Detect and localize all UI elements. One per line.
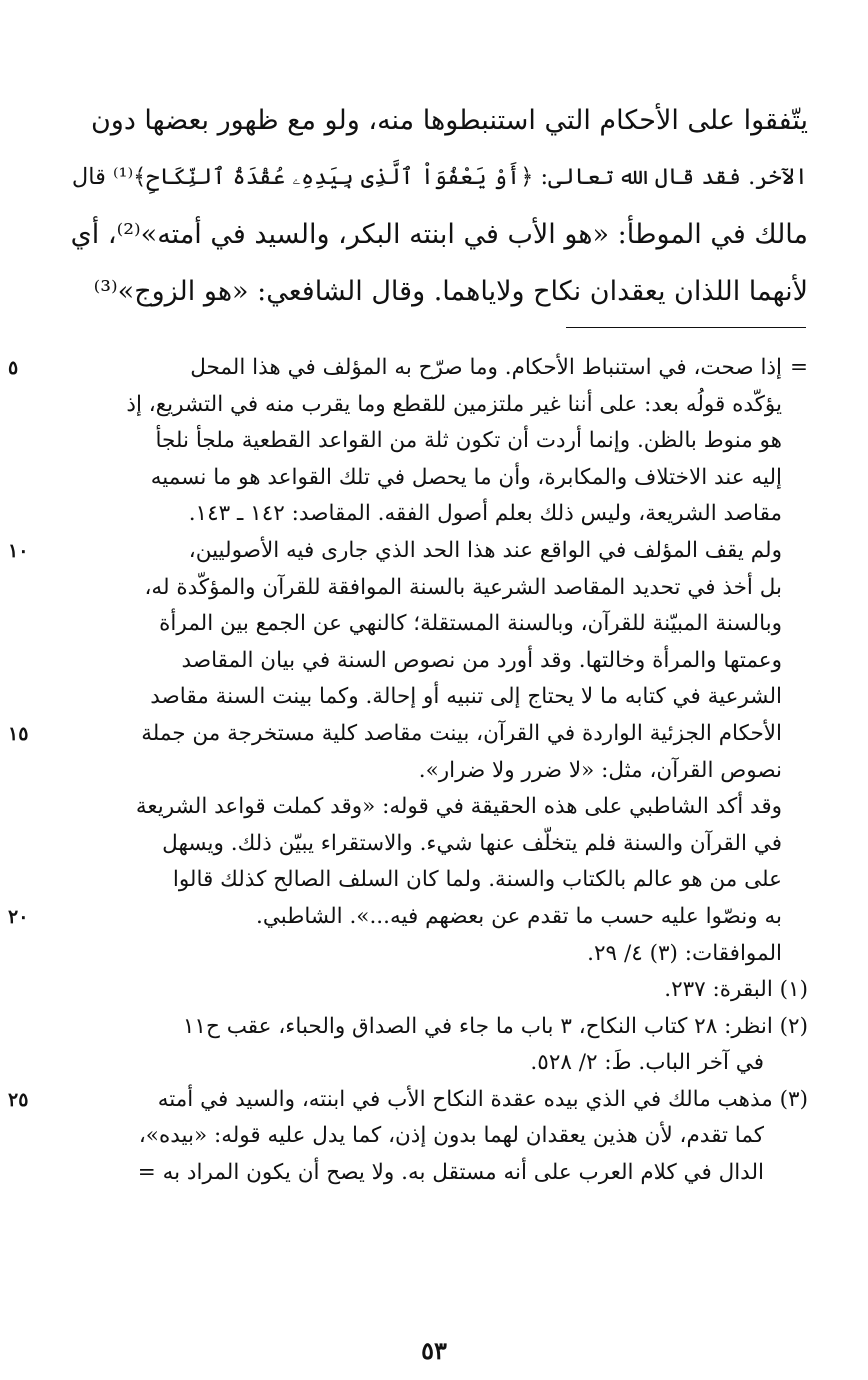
footnote-line xyxy=(63,679,808,716)
footnote-line xyxy=(63,496,808,533)
footnote-line xyxy=(63,606,808,643)
footnote-line-text: الموافقات: (٣) ٤/ ٢٩. xyxy=(587,940,782,966)
page-number: ٥٣ xyxy=(421,1336,447,1365)
footnote-line-text: الدال في كلام العرب على أنه مستقل به. ولا يصح أن يكون المراد به = xyxy=(137,1160,764,1186)
footnote-line-text: في القرآن والسنة فلم يتخلّف عنها شيء. والاستقراء يبيّن ذلك. ويسهل xyxy=(162,830,782,856)
line-number: ٢٠ xyxy=(8,905,29,928)
footnote-3-continuation xyxy=(63,1155,808,1192)
main-text-line: مالك في الموطأ: «هو الأب في ابنته البكر، والسيد في أمته»⁽²⁾، أي xyxy=(70,219,808,250)
footnote-line xyxy=(8,899,808,936)
continuation-marker: = xyxy=(789,355,808,380)
footnote-line xyxy=(63,423,808,460)
footnote-line xyxy=(63,789,808,826)
footnote-line-text: مقاصد الشريعة، وليس ذلك بعلم أصول الفقه. المقاصد: ١٤٢ ـ ١٤٣. xyxy=(188,501,782,527)
footnote-line xyxy=(63,460,808,497)
footnote-divider xyxy=(566,327,806,328)
footnote-line xyxy=(8,350,808,387)
footnote-3 xyxy=(8,1082,808,1119)
footnote-line-text: وبالسنة المبيّنة للقرآن، وبالسنة المستقلة؛ كالنهي عن الجمع بين المرأة xyxy=(159,611,782,637)
footnote-line-text: الأحكام الجزئية الواردة في القرآن، بينت مقاصد كلية مستخرجة من جملة xyxy=(141,720,782,746)
footnote-1 xyxy=(63,972,808,1009)
main-text-line: الآخر. فقد قال الله تعالى: ﴿أَوْ يَعْفُوَاْ ٱلَّذِى بِيَدِهِۦ عُقْدَةُ ٱلنِّكَاحِ﴾⁽¹⁾ قال xyxy=(71,164,808,190)
footnote-line-text: يؤكّده قولُه بعد: على أننا غير ملتزمين للقطع وما يقرب منه في التشريع، إذ xyxy=(126,391,782,417)
footnote-line-text: (٣) مذهب مالك في الذي بيده عقدة النكاح الأب في ابنته، والسيد في أمته xyxy=(157,1086,808,1112)
footnote-line-text: وعمتها والمرأة وخالتها. وقد أورد من نصوص السنة في بيان المقاصد xyxy=(181,647,782,673)
footnote-line-text: على من هو عالم بالكتاب والسنة. ولما كان السلف الصالح كذلك قالوا xyxy=(172,867,782,893)
line-number: ٢٥ xyxy=(8,1088,29,1111)
footnote-line-text: وقد أكد الشاطبي على هذه الحقيقة في قوله: «وقد كملت قواعد الشريعة xyxy=(135,794,782,820)
footnote-line xyxy=(8,533,808,570)
footnote-line-text: ولم يقف المؤلف في الواقع عند هذا الحد الذي جارى فيه الأصوليين، xyxy=(188,537,782,563)
main-text-block xyxy=(63,92,808,320)
footnote-line-text: الشرعية في كتابه ما لا يحتاج إلى تنبيه أو إحالة. وكما بينت السنة مقاصد xyxy=(150,684,782,710)
footnote-line xyxy=(63,862,808,899)
footnote-2-continuation xyxy=(63,1045,808,1082)
line-number: ١٠ xyxy=(8,539,29,562)
footnote-3-continuation xyxy=(63,1118,808,1155)
footnote-line-text: كما تقدم، لأن هذين يعقدان لهما بدون إذن، كما يدل عليه قوله: «بيده»، xyxy=(138,1123,764,1149)
footnote-line-text: نصوص القرآن، مثل: «لا ضرر ولا ضرار». xyxy=(418,757,782,783)
footnotes-block xyxy=(8,350,808,1192)
footnote-line xyxy=(63,753,808,790)
footnote-line xyxy=(63,387,808,424)
line-number: ٥ xyxy=(8,357,19,379)
footnote-line-text: به ونصّوا عليه حسب ما تقدم عن بعضهم فيه...». الشاطبي. xyxy=(256,903,782,929)
footnote-2 xyxy=(63,1009,808,1046)
footnote-line xyxy=(63,570,808,607)
footnote-line xyxy=(63,936,808,973)
footnote-line xyxy=(63,826,808,863)
footnote-line-text: (٢) انظر: ٢٨ كتاب النكاح، ٣ باب ما جاء في الصداق والحباء، عقب ح١١ xyxy=(182,1013,808,1039)
main-text-line: يتّفقوا على الأحكام التي استنبطوها منه، ولو مع ظهور بعضها دون xyxy=(90,105,808,136)
footnote-line xyxy=(8,716,808,753)
footnote-line-text: (١) البقرة: ٢٣٧. xyxy=(664,977,808,1003)
footnote-line-text: في آخر الباب. طَ: ٢/ ٥٢٨. xyxy=(530,1050,764,1076)
line-number: ١٥ xyxy=(8,722,29,745)
footnote-line-text: إذا صحت، في استنباط الأحكام. وما صرّح به المؤلف في هذا المحل xyxy=(190,355,782,380)
footnote-line-text: هو منوط بالظن. وإنما أردت أن تكون ثلة من القواعد القطعية ملجأ نلجأ xyxy=(155,428,782,454)
footnote-line-text: إليه عند الاختلاف والمكابرة، وأن ما يحصل في تلك القواعد هو ما نسميه xyxy=(150,464,782,490)
footnote-line-text: بل أخذ في تحديد المقاصد الشرعية بالسنة الموافقة للقرآن والمؤكّدة له، xyxy=(144,574,782,600)
main-text-line: لأنهما اللذان يعقدان نكاح ولاياهما. وقال الشافعي: «هو الزوج»⁽³⁾ xyxy=(93,276,808,307)
footnote-line xyxy=(63,643,808,680)
